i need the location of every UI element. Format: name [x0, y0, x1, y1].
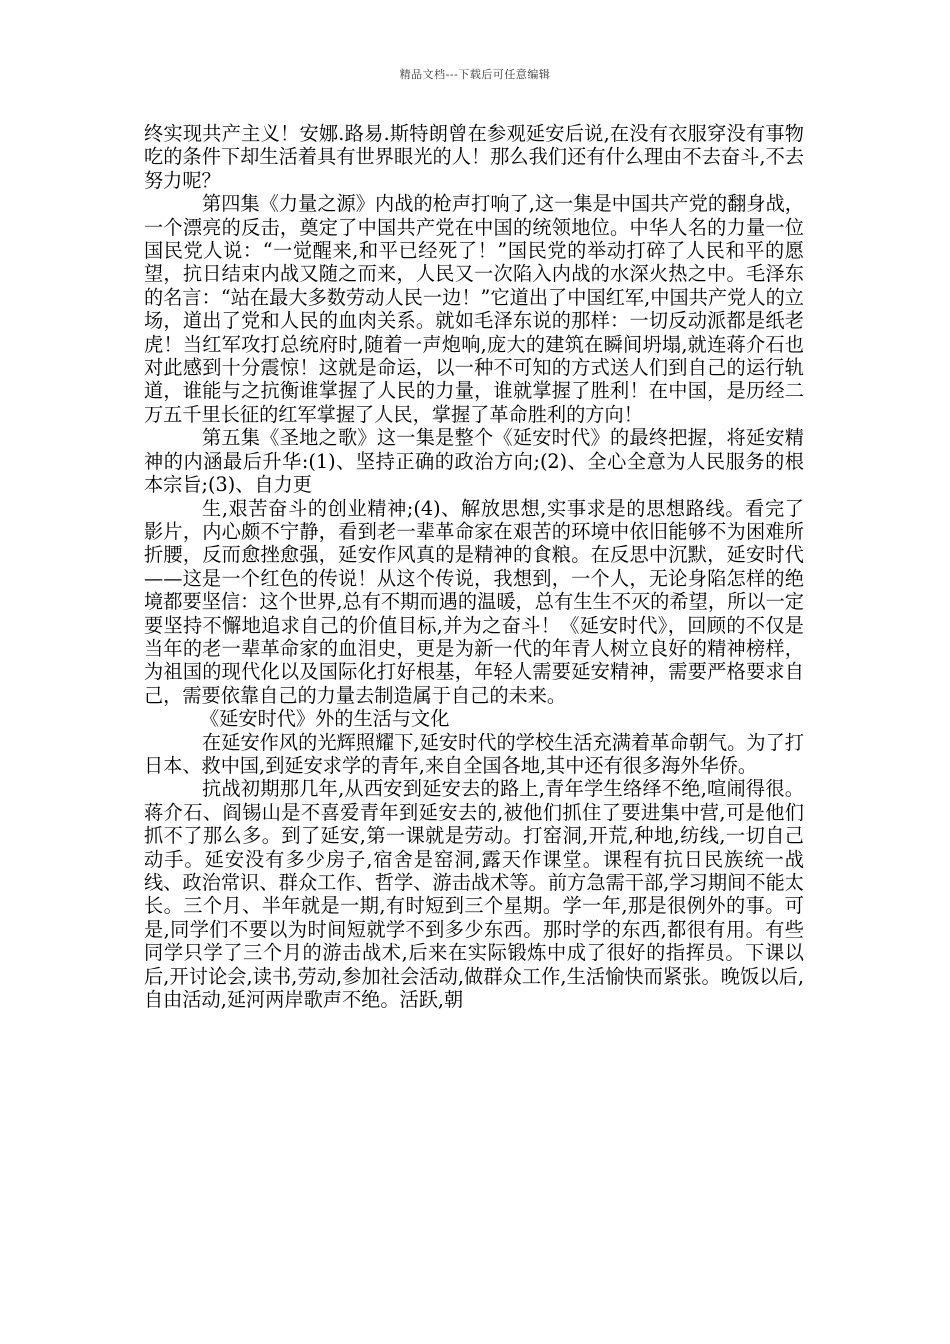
paragraph-1: 终实现共产主义！安娜.路易.斯特朗曾在参观延安后说,在没有衣服穿没有事物吃的条件下却生活着具有世界眼光的人！那么我们还有什么理由不去奋斗,不去努力呢？: [144, 122, 804, 192]
section-subtitle: 《延安时代》外的生活与文化: [200, 707, 450, 731]
paragraph-early-war: 抗战初期那几年,从西安到延安去的路上,青年学生络绎不绝,喧闹得很。蒋介石、阎锡山是不喜爱青年到延安去的,被他们抓住了要进集中营,可是他们抓不了那么多。到了延安,第一课就是劳动。打窑洞,开荒,种地,纺线,一切自己动手。延安没有多少房子,宿舍是窑洞,露天作课堂。课程有抗日民族统一战线、政治常识、群众工作、哲学、游击战术等。前方急需干部,学习期间不能太长。三个月、半年就是一期,有时短到三个星期。学一年,那是很例外的事。可是,同学们不要以为时间短就学不到多少东西。那时学的东西,都很有用。有些同学只学了三个月的游击战术,后来在实际锻炼中成了很好的指挥员。下课以后,开讨论会,读书,劳动,参加社会活动,做群众工作,生活愉快而紧张。晚饭以后,自由活动,延河两岸歌声不绝。活跃,朝: [144, 777, 804, 1012]
paragraph-reflection: 生,艰苦奋斗的创业精神;(4)、解放思想,实事求是的思想路线。看完了影片，内心颇不宁静，看到老一辈革命家在艰苦的环境中依旧能够不为困难所折腰，反而愈挫愈强，延安作风真的是精神的食粮。在反思中沉默，延安时代——这是一个红色的传说！从这个传说，我想到，一个人，无论身陷怎样的绝境都要坚信：这个世界,总有不期而遇的温暖，总有生生不灭的希望，所以一定要坚持不懈地追求自己的价值目标,并为之奋斗！《延安时代》，回顾的不仅是当年的老一辈革命家的血泪史，更是为新一代的年青人树立良好的精神榜样，为祖国的现代化以及国际化打好根基，年轻人需要延安精神，需要严格要求自己，需要依靠自己的力量去制造属于自己的未来。: [144, 496, 804, 707]
paragraph-episode-5: 第五集《圣地之歌》这一集是整个《延安时代》的最终把握，将延安精神的内涵最后升华:(1)、坚持正确的政治方向;(2)、全心全意为人民服务的根本宗旨;(3)、自力更: [144, 426, 804, 497]
paragraph-episode-4: 第四集《力量之源》内战的枪声打响了,这一集是中国共产党的翻身战，一个漂亮的反击，奠定了中国共产党在中国的统领地位。中华人名的力量一位国民党人说：“一觉醒来,和平已经死了！”国民党的举动打碎了人民和平的愿望，抗日结束内战又随之而来，人民又一次陷入内战的水深火热之中。毛泽东的名言：“站在最大多数劳动人民一边！”它道出了中国红军,中国共产党人的立场，道出了党和人民的血肉关系。就如毛泽东说的那样：一切反动派都是纸老虎！当红军攻打总统府时,随着一声炮响,庞大的建筑在瞬间坍塌,就连蒋介石也对此感到十分震惊！这就是命运，以一种不可知的方式送人们到自己的运行轨道，谁能与之抗衡谁掌握了人民的力量，谁就掌握了胜利！在中国，是历经二万五千里长征的红军掌握了人民，掌握了革命胜利的方向！: [144, 192, 804, 426]
page-header: 精品文档---下载后可任意编辑: [399, 68, 551, 81]
document-body: [144, 122, 804, 1011]
paragraph-school-life: 在延安作风的光辉照耀下,延安时代的学校生活充满着革命朝气。为了打日本、救中国,到延安求学的青年,来自全国各地,其中还有很多海外华侨。: [144, 730, 804, 777]
